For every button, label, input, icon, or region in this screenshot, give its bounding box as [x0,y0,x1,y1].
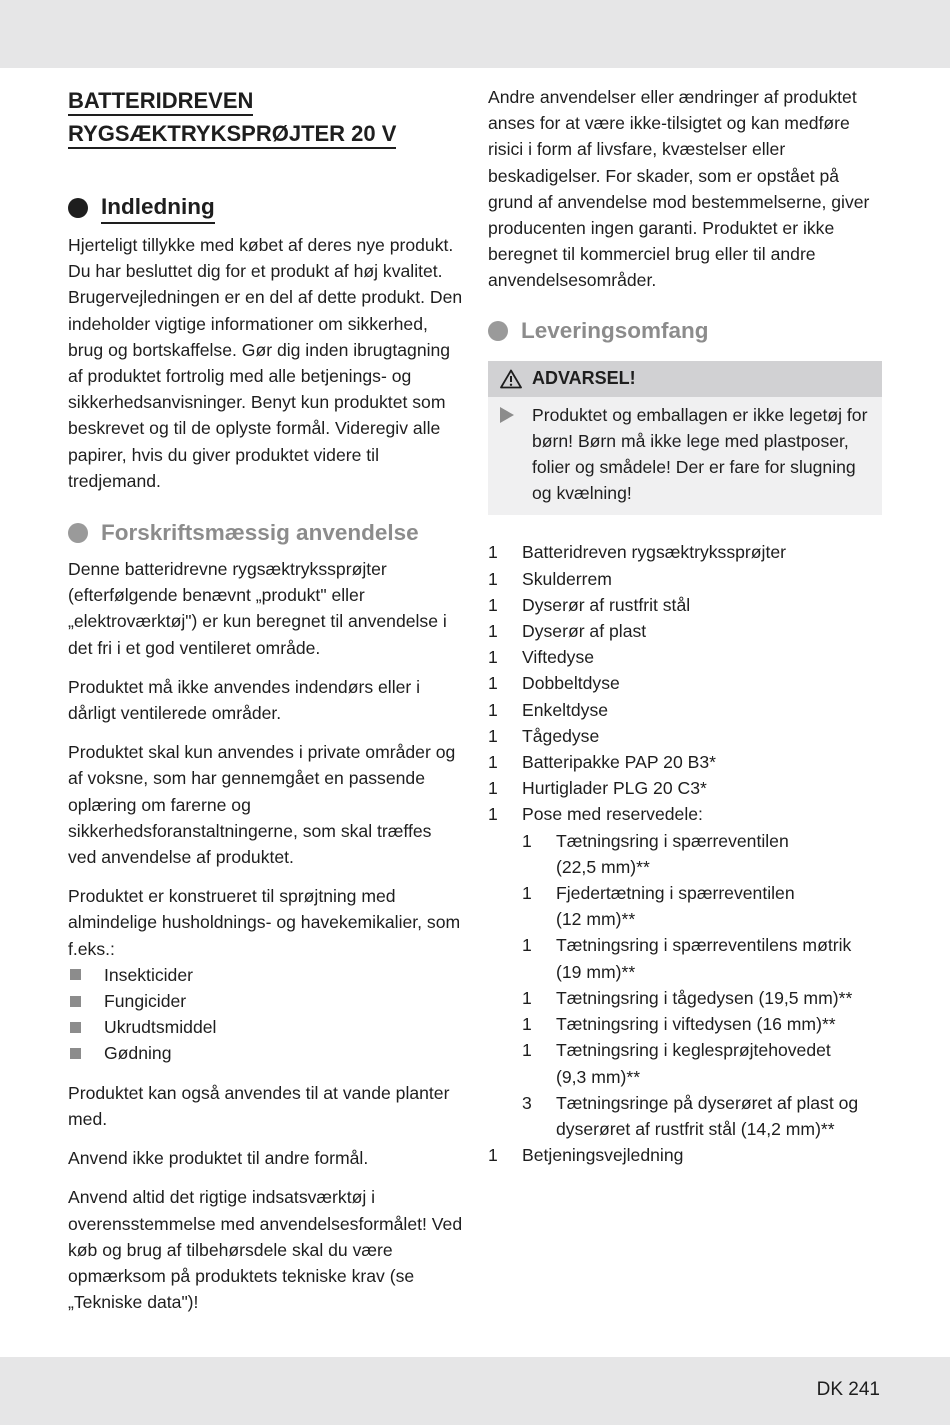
list-item: 1 Enkeltdyse [488,699,609,720]
left-column [68,84,464,1315]
use-paragraph-1: Denne batteridrevne rygsæktrykssprøjter (efterfølgende benævnt „produkt" eller „elektroværktøj") er kun beregnet til anvendelse i det fri i et god ventileret område. [68,559,447,658]
list-item: 1 Pose med reservedele: [488,804,703,825]
list-item: 1 Betjeningsvejledning [488,1145,684,1166]
bullet-dot-icon [488,321,508,341]
intro-text: Hjerteligt tillykke med købet af deres nye produkt. Du har besluttet dig for et produkt af høj kvalitet. Brugervejledningen er en del af dette produkt. Den indeholder vigtige informationer om sikkerhed, brug og bortskaffelse. Gør dig inden ibrugtagning af produktet fortrolig med alle betjenings- og sikkerhedsanvisninger. Benyt kun produktet som beskrevet og til de oplyste formål. Videregiv alle papirer, hvis du giver produktet videre til tredjemand. [68,235,463,491]
warning-header [488,361,882,397]
list-item: 1 Dyserør af plast [488,621,647,642]
list-item: 1 Viftedyse [488,647,595,668]
page-number: DK 241 [816,1379,880,1400]
warning-body [488,397,882,516]
list-item: 1 Batteridreven rygsæktrykssprøjter [488,542,786,563]
use-paragraph-5: Produktet kan også anvendes til at vande planter med. [68,1082,450,1129]
header-band [0,0,950,68]
list-item: Gødning [68,1040,464,1066]
warning-text: Produktet og emballagen er ikke legetøj for børn! Børn må ikke lege med plastposer, folier og smådele! Der er fare for slugning og kvælning! [532,404,868,504]
square-bullet-icon [70,996,81,1007]
page-title [68,84,396,150]
warning-label: ADVARSEL! [532,368,636,389]
use-heading-text: Forskriftsmæssig anvendelse [101,520,419,546]
scope-heading [488,316,882,346]
use-paragraph-6: Anvend ikke produktet til andre formål. [68,1148,369,1169]
use-paragraph-2: Produktet må ikke anvendes indendørs eller i dårligt ventilerede områder. [68,676,421,724]
square-bullet-icon [70,1022,81,1033]
list-item: 1 Batteripakke PAP 20 B3* [488,752,716,773]
square-bullet-icon [70,1048,81,1059]
list-item: 1 Skulderrem [488,568,612,589]
title-line-2: RYGSÆKTRYKSPRØJTER 20 V [68,121,396,149]
list-item: 3 Tætningsringe på dyserøret af plast og dyserøret af rustfrit stål (14,2 mm)** [522,1092,859,1139]
other-use-text: Andre anvendelser eller ændringer af produktet anses for at være ikke-tilsigtet og kan medføre risici i form af livsfare, kvæstelser eller beskadigelser. For skader, som er opstået på grund af anvendelse mod bestemmelserne, giver producenten ingen garanti. Produktet er ikke beregnet til kommerciel brug eller til andre anvendelsesområder. [488,87,870,291]
list-item: 1 Tætningsring i keglesprøjtehovedet (9,3 mm)** [522,1040,831,1087]
warning-box [488,361,882,516]
list-item: 1 Fjedertætning i spærreventilen (12 mm)** [522,883,795,930]
list-item: Fungicider [68,988,464,1014]
use-paragraph-4: Produktet er konstrueret til sprøjtning med almindelige husholdnings- og havekemikalier, som f.eks.: [68,886,461,959]
scope-list [488,539,882,1168]
chemical-list [68,962,464,1067]
right-column [488,84,882,1168]
list-item: Ukrudtsmiddel [68,1014,464,1040]
intro-heading [68,192,464,224]
arrow-right-icon [500,407,514,423]
list-item: 1 Tætningsring i tågedysen (19,5 mm)** [522,987,853,1008]
list-item: 1 Tætningsring i spærreventilen (22,5 mm)** [522,830,789,877]
bullet-dot-icon [68,198,88,218]
scope-heading-text: Leveringsomfang [521,317,709,343]
bullet-dot-icon [68,523,88,543]
list-item: 1 Dyserør af rustfrit stål [488,594,691,615]
use-paragraph-7: Anvend altid det rigtige indsatsværktøj i overensstemmelse med anvendelsesformålet! Ved køb og brug af tilbehørsdele skal du være opmærksom på produktets tekniske krav (se „Tekniske data")! [68,1187,463,1313]
square-bullet-icon [70,969,81,980]
list-item: 1 Tætningsring i spærreventilens møtrik (19 mm)** [522,935,852,982]
title-line-1: BATTERIDREVEN [68,88,253,116]
warning-triangle-icon [500,369,522,389]
use-paragraph-3: Produktet skal kun anvendes i private områder og af voksne, som har gennemgået en passende oplæring om farerne og sikkerhedsforanstaltningerne, som skal træffes ved anvendelse af produktet. [68,742,456,868]
list-item: 1 Tætningsring i viftedysen (16 mm)** [522,1014,836,1035]
use-heading [68,518,464,548]
footer-band [0,1357,950,1425]
list-item: 1 Dobbeltdyse [488,673,620,694]
list-item: 1 Tågedyse [488,725,600,746]
list-item: 1 Hurtiglader PLG 20 C3* [488,778,707,799]
list-item: Insekticider [68,962,464,988]
intro-heading-text: Indledning [101,192,215,224]
